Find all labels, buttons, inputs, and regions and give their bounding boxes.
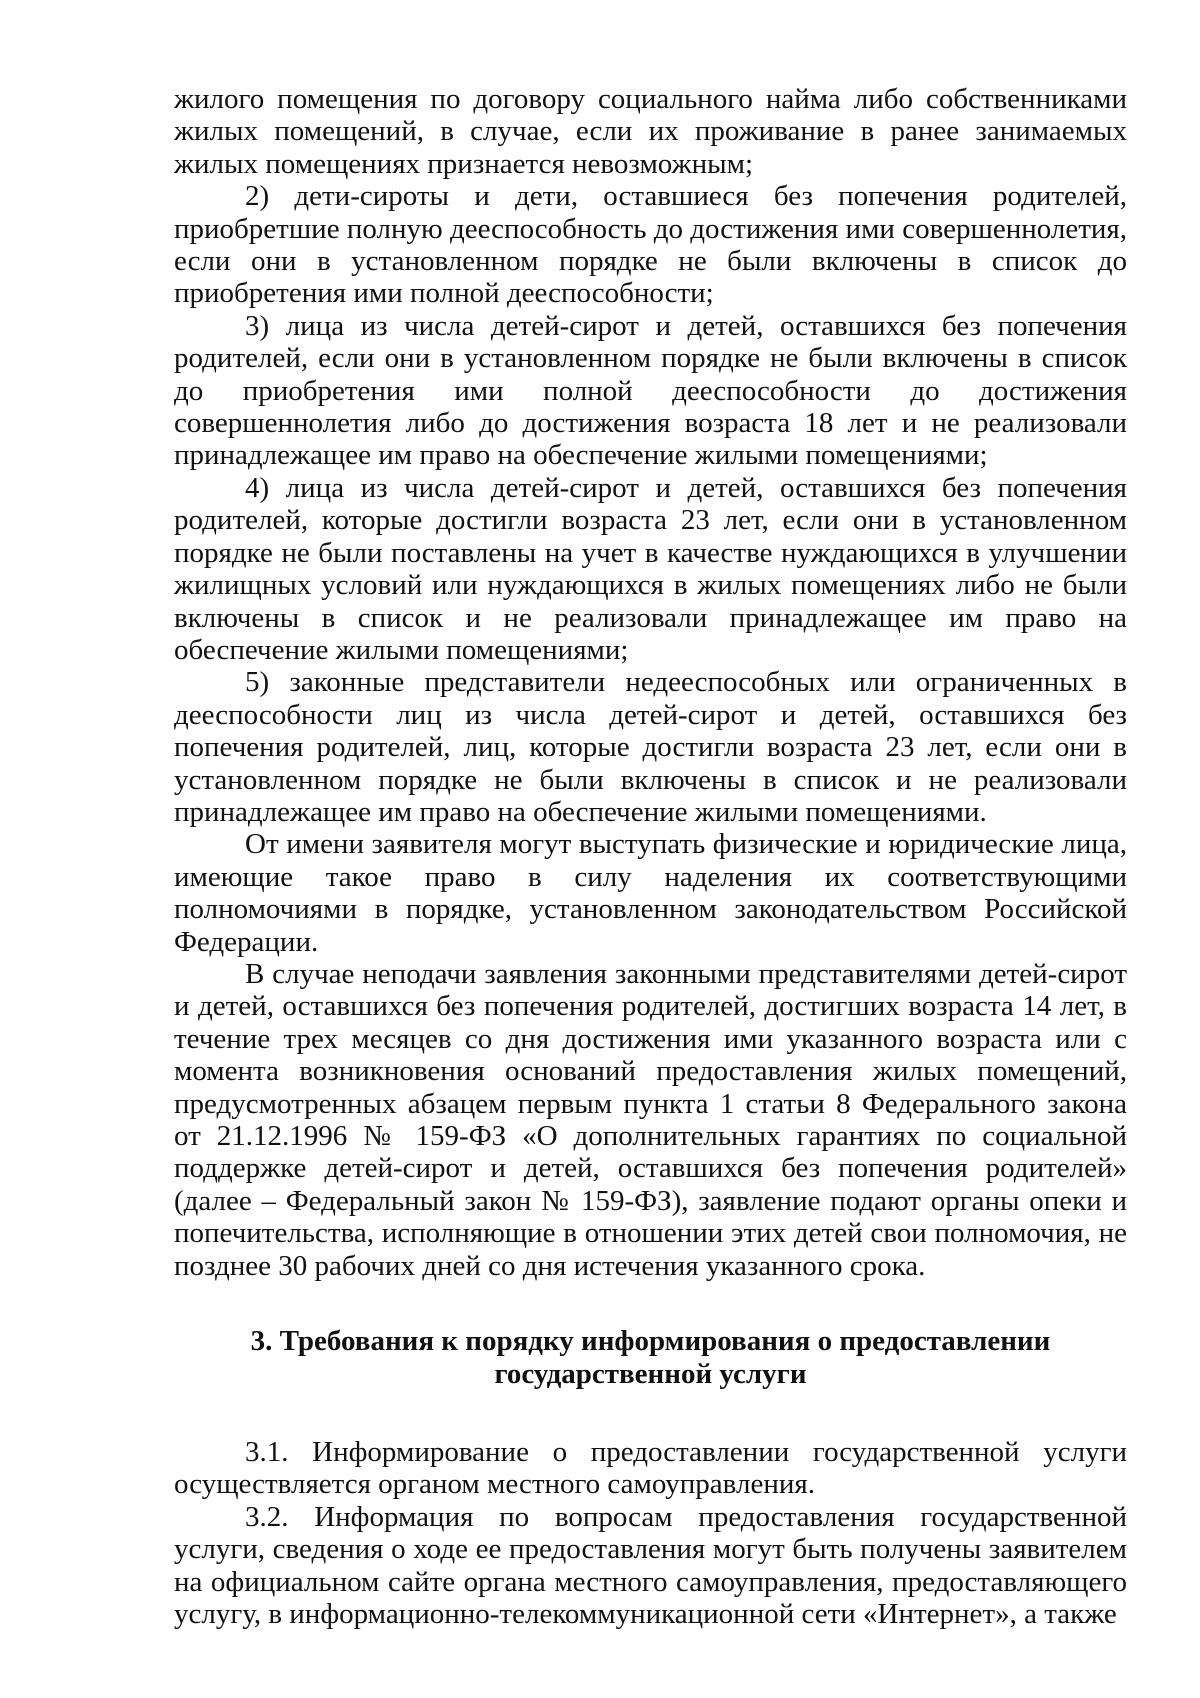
paragraph-guardianship: В случае неподачи заявления законными представителями детей-сирот и детей, оставшихся без попечения родителей, достигших возраста 14 лет, в течение трех месяцев со дня достижения ими указанного возраста или с момента возникновения оснований предоставления жилых помещений, предусмотренных абзацем первым пункта 1 статьи 8 Федерального закона от 21.12.1996 № 159-ФЗ «О дополнительных гарантиях по социальной поддержке детей-сирот и детей, оставшихся без попечения родителей» (далее – Федеральный закон № 159-ФЗ), заявление подают органы опеки и попечительства, исполняющие в отношении этих детей свои полномочия, не позднее 30 рабочих дней со дня истечения указанного срока. xyxy=(174,957,1127,1282)
paragraph-item-4: 4) лица из числа детей-сирот и детей, оставшихся без попечения родителей, которые достигли возраста 23 лет, если они в установленном порядке не были поставлены на учет в качестве нуждающихся в улучшении жилищных условий или нуждающихся в жилых помещениях либо не были включены в список и не реализовали принадлежащее им право на обеспечение жилыми помещениями; xyxy=(174,471,1127,666)
paragraph-item-3: 3) лица из числа детей-сирот и детей, оставшихся без попечения родителей, если они в установленном порядке не были включены в список до приобретения ими полной дееспособности до достижения совершеннолетия либо до достижения возраста 18 лет и не реализовали принадлежащее им право на обеспечение жилыми помещениями; xyxy=(174,309,1127,472)
section-heading-line-1: 3. Требования к порядку информирования о предоставлении xyxy=(250,1325,1051,1358)
section-heading-line-2: государственной услуги xyxy=(494,1358,807,1391)
paragraph-3-2: 3.2. Информация по вопросам предоставления государственной услуги, сведения о ходе ее предоставления могут быть получены заявителем на официальном сайте органа местного самоуправления, предоставляющего услугу, в информационно-телекоммуникационной сети «Интернет», а также xyxy=(174,1500,1127,1631)
document-page xyxy=(174,83,1127,1630)
paragraph-representatives: От имени заявителя могут выступать физические и юридические лица, имеющие такое право в силу наделения их соответствующими полномочиями в порядке, установленном законодательством Российской Федерации. xyxy=(174,828,1127,958)
paragraph-item-5: 5) законные представители недееспособных или ограниченных в дееспособности лиц из числа детей-сирот и детей, оставшихся без попечения родителей, лиц, которые достигли возраста 23 лет, если они в установленном порядке не были включены в список и не реализовали принадлежащее им право на обеспечение жилыми помещениями. xyxy=(174,666,1127,828)
paragraph-3-1: 3.1. Информирование о предоставлении государственной услуги осуществляется органом местного самоуправления. xyxy=(174,1436,1127,1501)
paragraph-continuation: жилого помещения по договору социального найма либо собственниками жилых помещений, в случае, если их проживание в ранее занимаемых жилых помещениях признается невозможным; xyxy=(174,83,1127,180)
paragraph-item-2: 2) дети-сироты и дети, оставшиеся без попечения родителей, приобретшие полную дееспособность до достижения ими совершеннолетия, если они в установленном порядке не были включены в список до приобретения ими полной дееспособности; xyxy=(174,180,1127,310)
section-heading xyxy=(174,1325,1127,1391)
